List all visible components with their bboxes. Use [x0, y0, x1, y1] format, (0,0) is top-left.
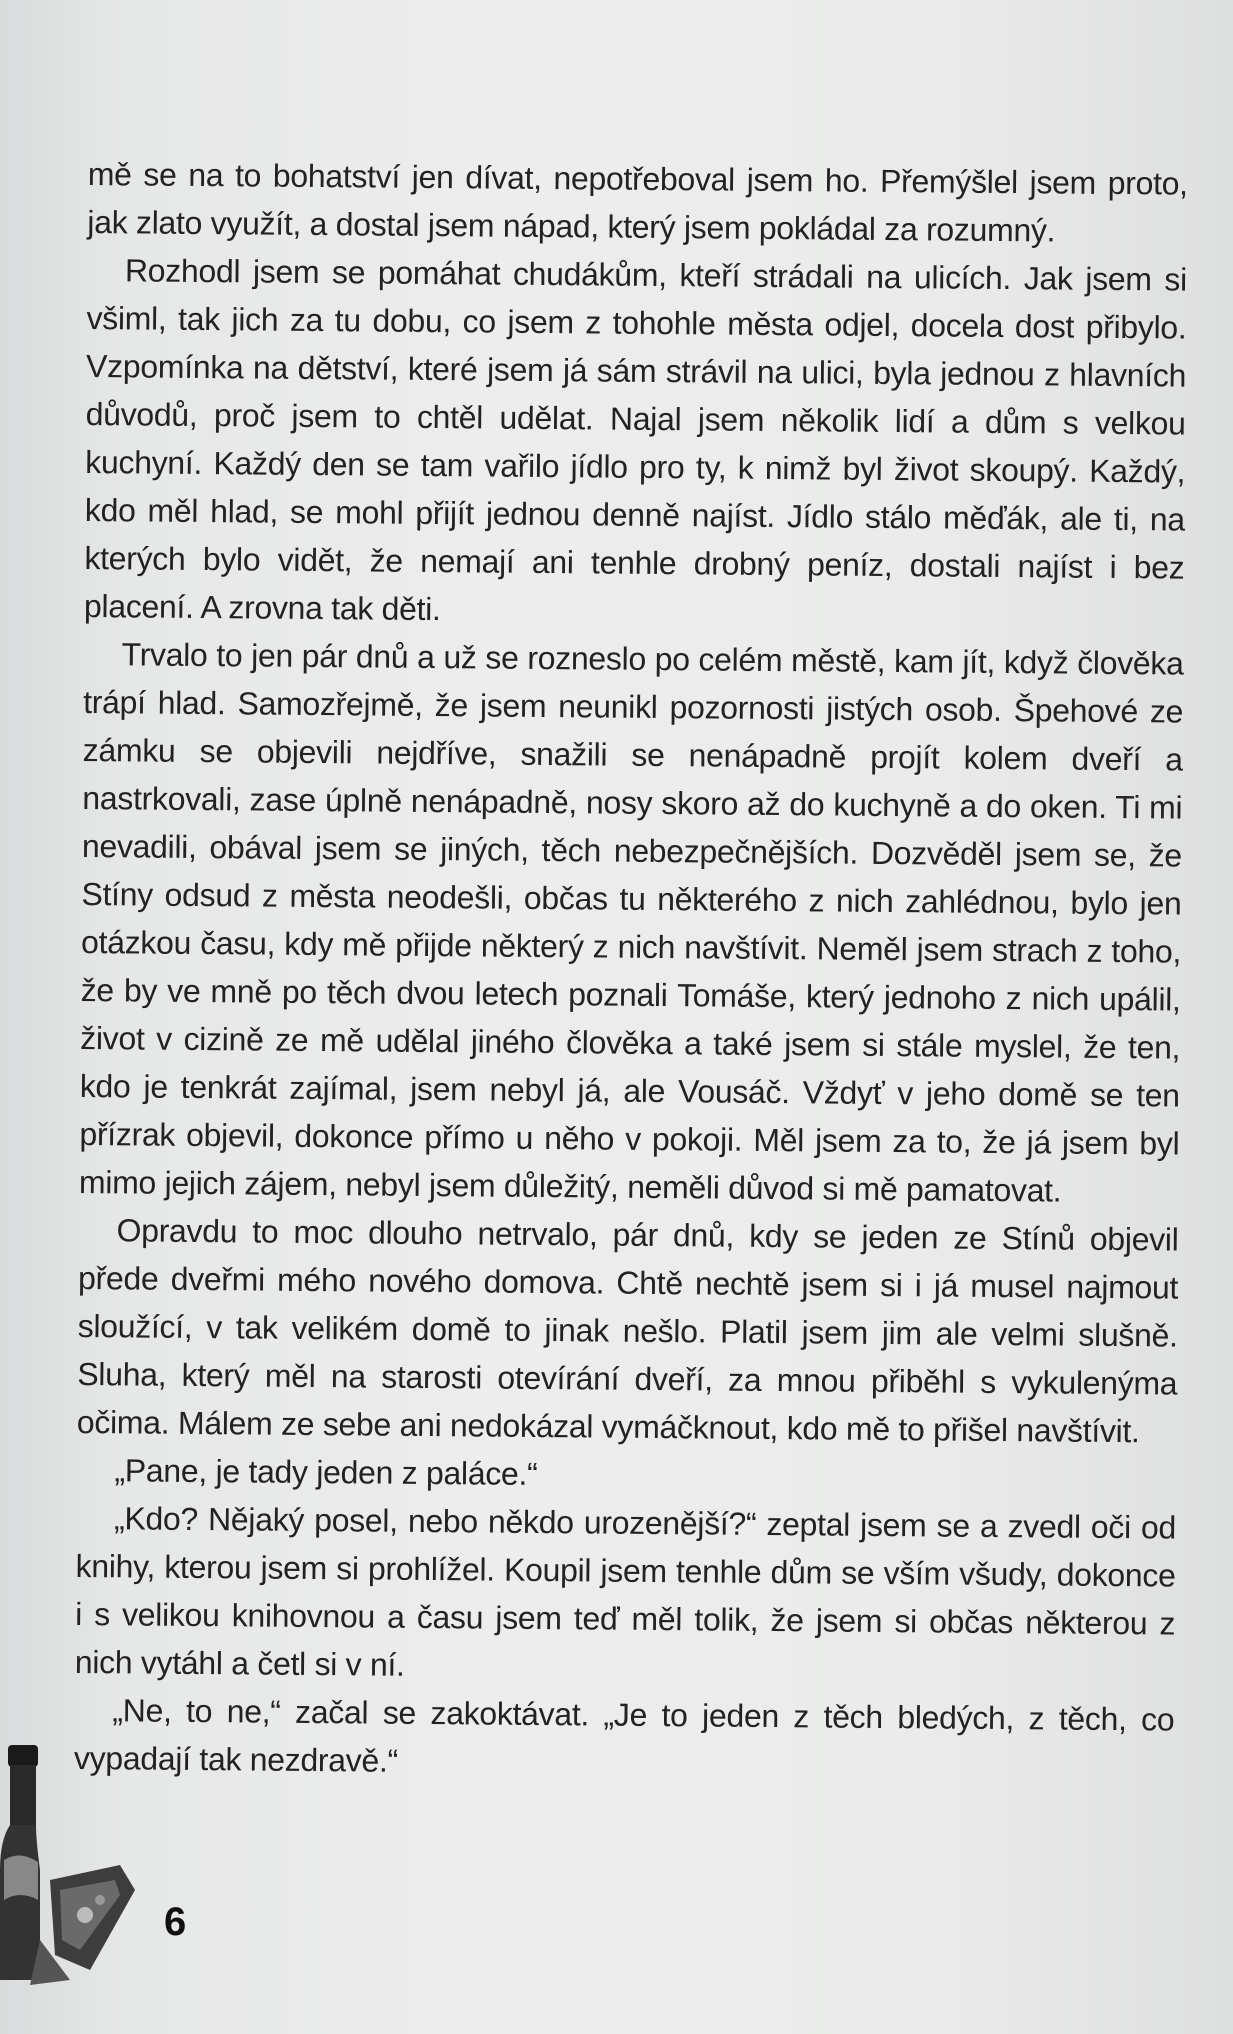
dialogue-line: „Ne, to ne,“ začal se zakoktávat. „Je to jeden z těch bledých, z těch, co vypadají tak nezdravě.“	[73, 1692, 1175, 1779]
paragraph: Opravdu to moc dlouho netrvalo, pár dnů, kdy se jeden ze Stínů objevil přede dveřmi mého nového domova. Chtě nechtě jsem si i já musel najmout sloužící, v tak velikém domě to jinak nešlo. Platil jsem jim ale velmi slušně. Sluha, který měl na starosti otevírání dveří, za mnou přiběhl s vykulenýma očima. Málem ze sebe ani nedokázal vymáčknout, kdo mě to přišel navštívit.	[76, 1212, 1179, 1450]
dialogue-line: „Pane, je tady jeden z paláce.“	[114, 1452, 538, 1492]
paragraph: Rozhodl jsem se pomáhat chudákům, kteří strádali na ulicích. Jak jsem si všiml, tak jich za tu dobu, co jsem z tohohle města odjel, docela dost přibylo. Vzpomínka na dětství, které jsem já sám strávil na ulici, byla jednou z hlavních důvodů, proč jsem to chtěl udělat. Najal jsem několik lidí a dům s velkou kuchyní. Každý den se tam vařilo jídlo pro ty, k nimž byl život skoupý. Každý, kdo měl hlad, se mohl přijít jednou denně najíst. Jídlo stálo měďák, ale ti, na kterých bylo vidět, že nemají ani tenhle drobný peníz, dostali najíst i bez placení. A zrovna tak děti.	[83, 252, 1188, 628]
dialogue-line: „Kdo? Nějaký posel, nebo někdo urozenější?“ zeptal jsem se a zvedl oči od knihy, kterou jsem si prohlížel. Koupil jsem tenhle dům se vším všudy, dokonce i s velikou knihovnou a času jsem teď měl tolik, že jsem si občas některou z nich vytáhl a četl si v ní.	[74, 1500, 1177, 1683]
paragraph: Trvalo to jen pár dnů a už se rozneslo po celém městě, kam jít, když člověka trápí hlad. Samozřejmě, že jsem neunikl pozornosti jistých osob. Špehové ze zámku se objevili nejdříve, snažili se nenápadně projít kolem dveří a nastrkovali, zase úplně nenápadně, nosy skoro až do kuchyně a do oken. Ti mi nevadili, obával jsem se jiných, těch nebezpečnějších. Dozvěděl jsem se, že Stíny odsud z města neodešli, občas tu některého z nich zahlédnou, bylo jen otázkou času, kdy mě přijde některý z nich navštívit. Neměl jsem strach z toho, že by ve mně po těch dvou letech poznali Tomáše, který jednoho z nich upálil, život v cizině ze mě udělal jiného člověka a také jsem si stále myslel, že ten, kdo je tenkrát zajímal, jsem nebyl já, ale Vousáč. Vždyť v jeho domě se ten přízrak objevil, dokonce přímo u něho v pokoji. Měl jsem za to, že já jsem byl mimo jejich zájem, nebyl jsem důležitý, neměli důvod si mě pamatovat.	[78, 636, 1184, 1209]
page-number: 6	[164, 1900, 187, 1944]
bottle-illustration	[0, 1740, 140, 1990]
body-text	[74, 150, 1188, 1792]
paragraph: mě se na to bohatství jen dívat, nepotřeboval jsem ho. Přemýšlel jsem proto, jak zlato využít, a dostal jsem nápad, který jsem pokládal za rozumný.	[87, 155, 1188, 249]
